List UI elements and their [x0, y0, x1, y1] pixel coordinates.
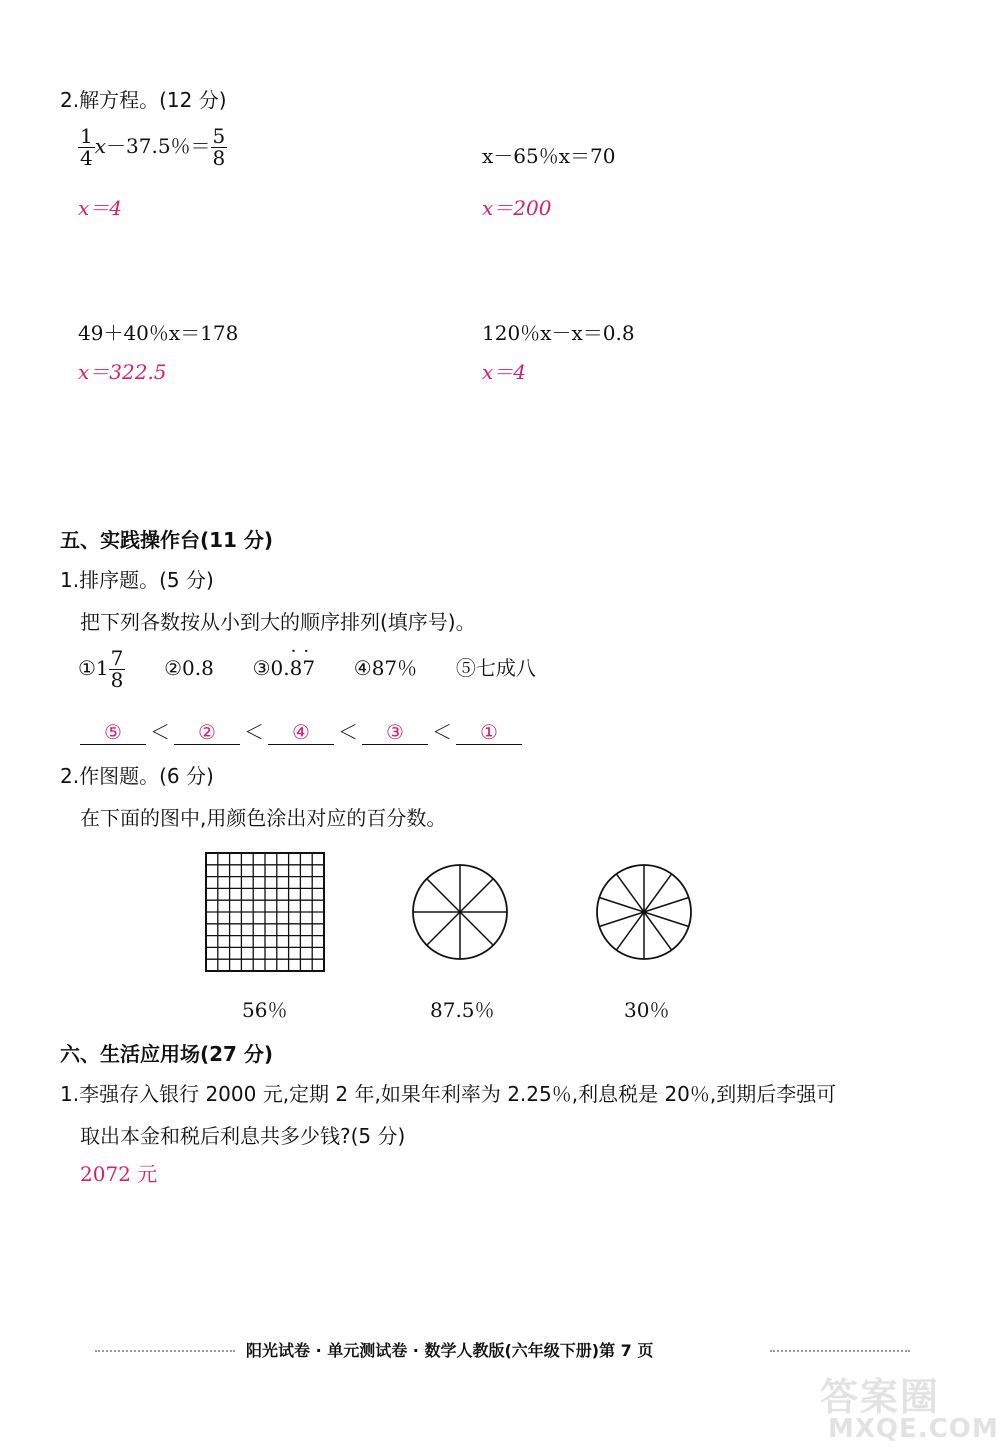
- fraction: $\frac{5}{8}$: [212, 124, 226, 170]
- sector-line: [644, 912, 689, 927]
- watermark-logo: 答案圈: [820, 1375, 941, 1419]
- word-problem-answer: 2072 元: [80, 1162, 158, 1186]
- sector-line: [599, 897, 644, 912]
- question-instruction: 把下列各数按从小到大的顺序排列(填序号)。: [80, 610, 476, 634]
- equation-1-answer: x＝4: [78, 196, 123, 220]
- watermark-url: MXQE.COM: [828, 1414, 999, 1444]
- answer-blank: ②: [174, 720, 240, 745]
- circle-10-sectors-figure: [594, 862, 694, 962]
- word-problem-line: 取出本金和税后利息共多少钱?(5 分): [80, 1124, 406, 1148]
- less-than-sign: ＜: [150, 720, 170, 744]
- sector-line: [460, 912, 493, 945]
- sector-line: [427, 879, 460, 912]
- answer-blank: ④: [268, 720, 334, 745]
- sector-line: [616, 874, 644, 912]
- section-heading: 六、生活应用场(27 分): [60, 1042, 274, 1066]
- figure-label: 87.5％: [430, 998, 495, 1022]
- figure-label: 56％: [242, 998, 288, 1022]
- hundred-grid-figure: [205, 852, 325, 972]
- sector-line: [616, 912, 644, 950]
- sector-line: [644, 912, 672, 950]
- less-than-sign: ＜: [244, 720, 264, 744]
- word-problem-line: 1.李强存入银行 2000 元,定期 2 年,如果年利率为 2.25％,利息税是 20％,到期后李强可: [60, 1082, 837, 1106]
- circle-8-sectors-figure: [410, 862, 510, 962]
- question-instruction: 在下面的图中,用颜色涂出对应的百分数。: [80, 806, 447, 830]
- fraction: $\frac{1}{4}$: [80, 124, 93, 170]
- number-item-2: ②0.8: [164, 656, 214, 680]
- equation-1: $\frac{1}{4}$ x－37.5％＝ $\frac{5}{8}$: [80, 124, 226, 170]
- answer-blank: ⑤: [80, 720, 146, 745]
- ordering-answer: [80, 716, 522, 745]
- answer-blank: ①: [456, 720, 522, 745]
- sector-line: [644, 874, 672, 912]
- answer-blank: ③: [362, 720, 428, 745]
- page-footer: 阳光试卷 · 单元测试卷 · 数学人教版(六年级下册)第 7 页: [246, 1341, 654, 1360]
- equation-3: 49＋40％x＝178: [78, 321, 239, 345]
- equation-2-answer: x＝200: [482, 196, 552, 220]
- number-item-5: ⑤七成八: [455, 656, 536, 680]
- equation-3-answer: x＝322.5: [78, 360, 167, 384]
- equation-2: x－65％x＝70: [482, 144, 616, 168]
- footer-divider: [770, 1350, 910, 1352]
- less-than-sign: ＜: [432, 720, 452, 744]
- sector-line: [599, 912, 644, 927]
- sector-line: [427, 912, 460, 945]
- question-heading: 2.作图题。(6 分): [60, 764, 214, 788]
- sector-line: [644, 897, 689, 912]
- question-heading: 2.解方程。(12 分): [60, 88, 227, 112]
- number-list: [78, 648, 536, 691]
- question-heading: 1.排序题。(5 分): [60, 568, 214, 592]
- number-item-4: ④87％: [353, 656, 418, 680]
- number-item-3: ③0.· 8· 7: [253, 656, 315, 680]
- sector-line: [460, 879, 493, 912]
- section-heading: 五、实践操作台(11 分): [60, 528, 274, 552]
- number-item-1: ①1 $\frac{7}{8}$: [78, 646, 124, 692]
- equation-4: 120％x－x＝0.8: [482, 321, 635, 345]
- less-than-sign: ＜: [338, 720, 358, 744]
- figure-label: 30％: [624, 998, 670, 1022]
- footer-divider: [95, 1350, 235, 1352]
- equation-4-answer: x＝4: [482, 360, 527, 384]
